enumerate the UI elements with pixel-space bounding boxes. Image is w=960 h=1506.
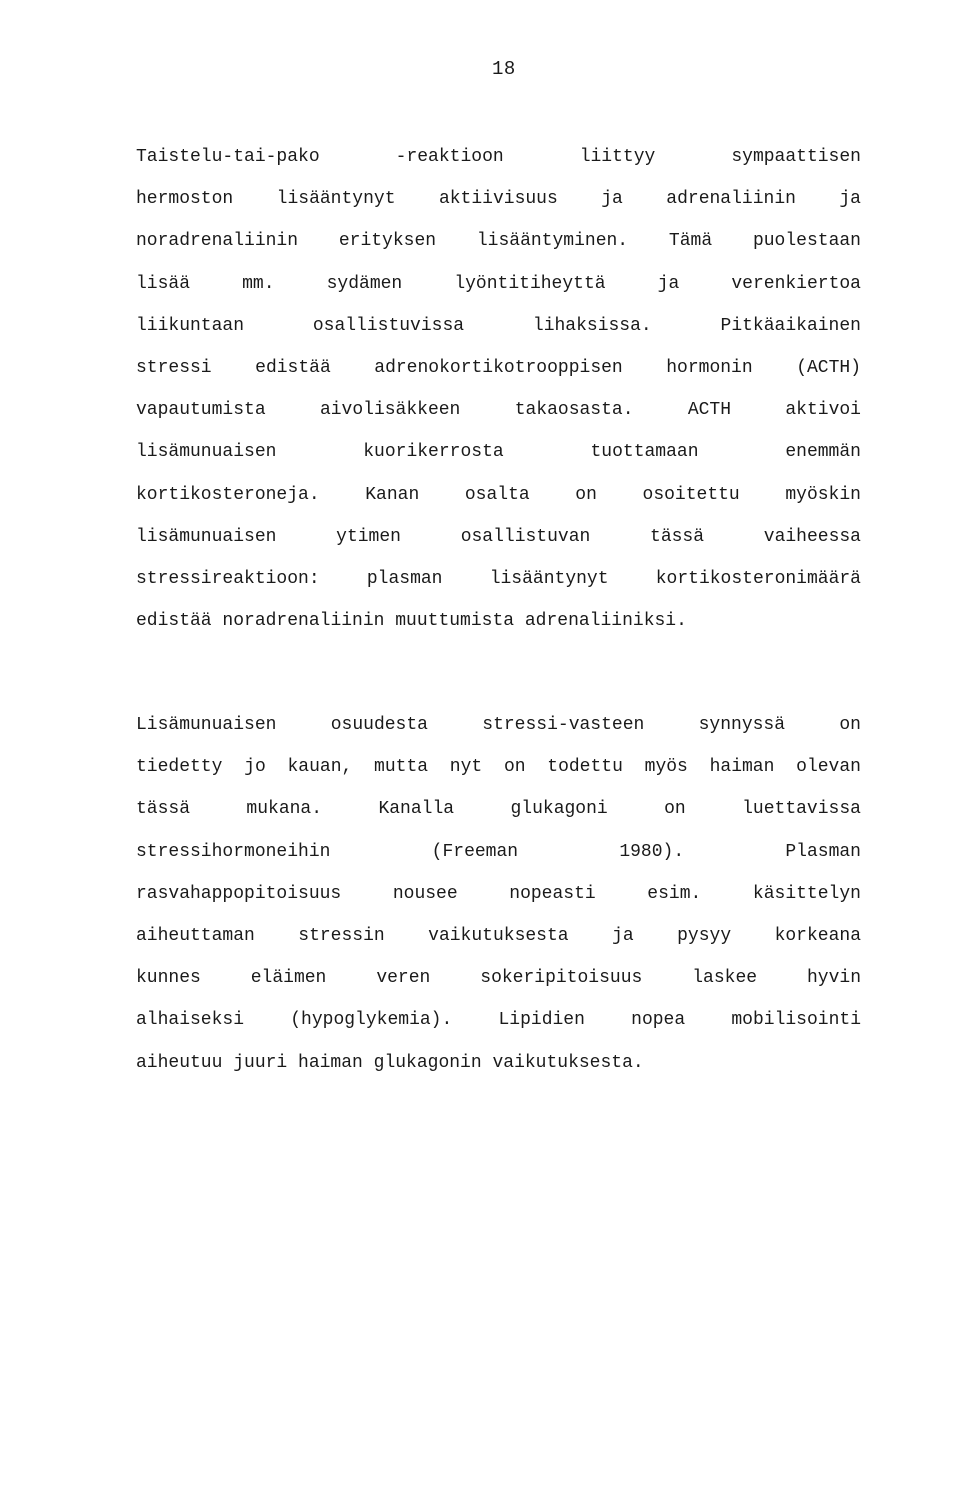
word: nopea [631,1010,686,1031]
word: lisääntynyt [489,568,609,589]
text-line [136,316,861,358]
word: glukagoni [510,799,608,820]
word: 1980). [619,841,685,862]
word: osallistuvan [460,526,591,547]
word: haiman [298,1052,363,1073]
text-line [136,358,861,400]
text-line [136,231,861,273]
word: haiman [709,757,775,778]
word: jo [244,757,266,778]
text-line [136,968,861,1010]
text-line [136,527,861,569]
word: pysyy [677,925,732,946]
word: takaosasta. [514,400,634,421]
word: stressi [136,357,212,378]
word: sympaattisen [731,147,861,167]
word: luettavissa [742,799,861,820]
word: Plasman [785,841,861,862]
word: myös [644,757,688,778]
word: glukagonin [373,1052,482,1073]
word: lisämunuaisen [136,442,277,463]
word: rasvahappopitoisuus [136,883,342,904]
word: kunnes [136,968,201,989]
word: ja [612,925,634,946]
word: ja [839,189,861,210]
word: adrenaliiniksi. [524,611,687,632]
word: nopeasti [509,883,596,904]
word: osoitettu [642,484,740,505]
word: aktivoi [785,400,861,421]
word: vaikutuksesta [428,925,569,946]
word: osallistuvissa [312,315,465,336]
word: kauan, [287,757,353,778]
word: esim. [647,883,702,904]
word: (hypoglykemia). [290,1010,453,1031]
word: myöskin [785,484,861,505]
text-line [136,884,861,926]
word: lisääntynyt [276,189,396,210]
paragraph-stress-response [136,147,861,653]
word: Pitkäaikainen [720,315,861,336]
word: mukana. [246,799,323,820]
word: osuudesta [330,715,428,735]
word: on [664,799,686,820]
word: stressin [298,925,385,946]
word: kuorikerrosta [363,442,504,463]
word: laskee [692,968,758,989]
word: (ACTH) [796,357,861,378]
word: nousee [392,883,458,904]
word: (Freeman [431,841,519,862]
paragraph-adrenal-pancreas [136,715,861,1095]
word: enemmän [785,442,861,463]
word: vapautumista [136,400,266,421]
word: lisämunuaisen [136,526,277,547]
text-line [136,926,861,968]
word: on [503,757,526,778]
text-line [136,485,861,527]
word: kortikosteronimäärä [655,568,861,589]
text-line [136,842,861,884]
text-line [136,1010,861,1052]
text-line [136,799,861,841]
word: sokeripitoisuus [480,968,643,989]
word: lihaksissa. [532,315,652,336]
word: adrenaliinin [666,189,796,210]
word: juuri [233,1052,288,1073]
word: stressihormoneihin [136,841,331,862]
word: todettu [547,757,623,778]
word: kortikosteroneja. [136,484,320,505]
text-line [136,715,861,757]
word: korkeana [774,925,861,946]
word: tässä [136,799,191,820]
text-line [136,400,861,442]
word: Kanalla [378,799,455,820]
text-line [136,442,861,484]
word: olevan [796,757,861,778]
word: verenkiertoa [731,273,861,294]
page-number: 18 [492,58,516,80]
word: synnyssä [698,715,786,735]
word: Tämä [668,231,713,252]
word: tuottamaan [590,442,699,463]
word: mobilisointi [731,1010,861,1031]
word: adrenokortikotrooppisen [374,357,623,378]
word: ACTH [687,400,732,421]
word: ja [601,189,623,210]
word: lisääntyminen. [476,231,629,252]
word: edistää [255,357,331,378]
word: aivolisäkkeen [319,400,461,421]
word: muuttumista [395,611,515,632]
word: ytimen [336,526,401,547]
word: mm. [242,273,275,294]
word: hermoston [136,189,234,210]
word: ja [657,273,680,294]
word: stressi-vasteen [482,715,645,735]
word: veren [376,968,431,989]
word: lyöntitiheyttä [454,273,606,294]
word: Lisämunuaisen [136,715,277,735]
word: vaiheessa [763,526,861,547]
word: on [839,715,861,735]
text-line [136,189,861,231]
word: on [575,484,597,505]
text-line [136,1053,861,1095]
word: hyvin [806,968,861,989]
word: nyt [449,757,483,778]
word: hormonin [666,357,753,378]
word: käsittelyn [752,883,861,904]
word: puolestaan [752,231,861,252]
word: noradrenaliinin [222,611,385,632]
word: Taistelu-tai-pako [136,147,320,167]
word: stressireaktioon: [136,568,320,589]
word: plasman [366,568,443,589]
text-line [136,147,861,189]
word: edistää [136,611,212,632]
word: tiedetty [136,757,223,778]
word: Lipidien [498,1010,585,1031]
word: lisää [136,273,191,294]
text-line [136,569,861,611]
word: erityksen [338,231,437,252]
word: liittyy [579,147,656,167]
word: liikuntaan [136,315,245,336]
word: tässä [650,526,705,547]
word: sydämen [326,273,403,294]
word: vaikutuksesta. [492,1052,644,1073]
word: aiheutuu [136,1052,223,1073]
word: osalta [464,484,530,505]
text-line [136,274,861,316]
text-line [136,611,861,653]
text-line [136,757,861,799]
word: Kanan [365,484,420,505]
word: aiheuttaman [136,925,255,946]
word: mutta [374,757,429,778]
word: alhaiseksi [136,1010,245,1031]
word: noradrenaliinin [136,231,299,252]
word: aktiivisuus [438,189,558,210]
word: eläimen [250,968,327,989]
word: -reaktioon [395,147,504,167]
